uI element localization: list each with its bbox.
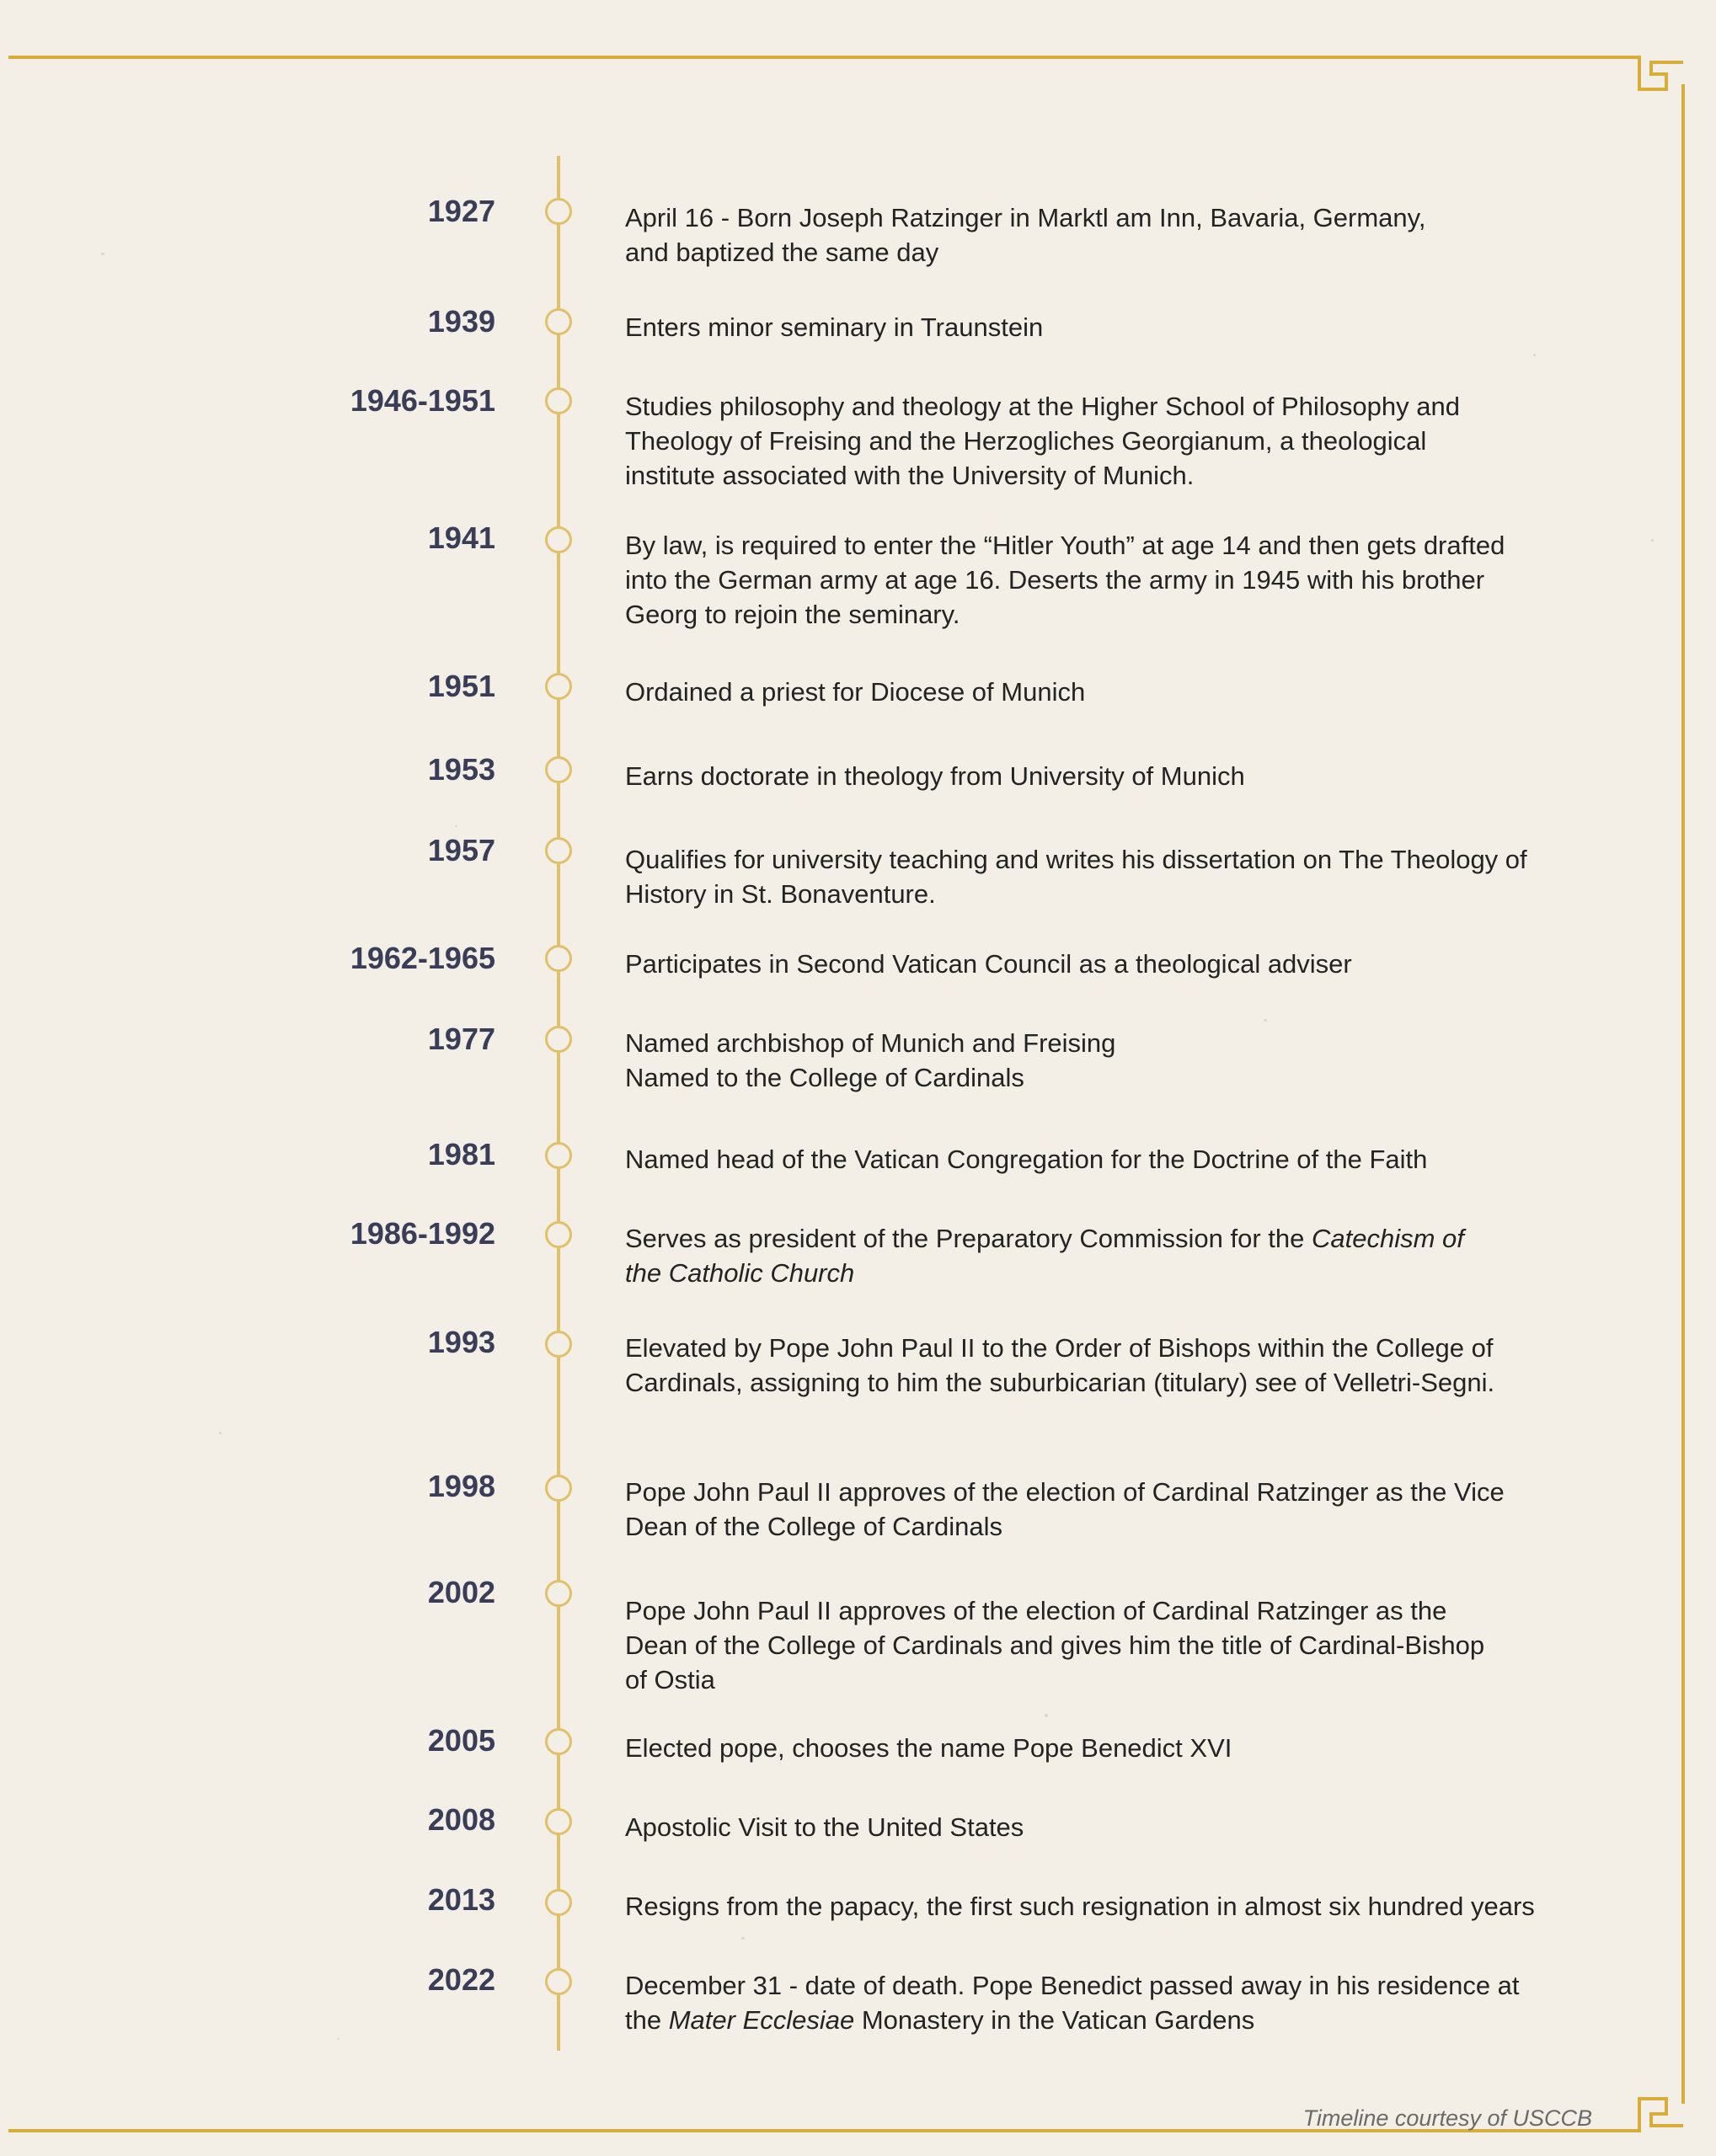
- timeline-year: 2008: [427, 1802, 495, 1837]
- timeline-year: 1953: [427, 752, 495, 787]
- timeline-node: [545, 526, 572, 553]
- timeline-year: 1927: [427, 194, 495, 228]
- description-line: Resigns from the papacy, the first such resignation in almost six hundred years: [625, 1892, 1535, 1921]
- timeline-node: [545, 837, 572, 864]
- italic-title: Catechism of: [1311, 1224, 1464, 1253]
- description-line: Participates in Second Vatican Council as a theological adviser: [625, 949, 1352, 979]
- description-line: Named to the College of Cardinals: [625, 1063, 1024, 1092]
- timeline-year: 1977: [427, 1022, 495, 1056]
- frame-top-border: [8, 56, 1641, 59]
- timeline-node: [545, 945, 572, 972]
- description-line: By law, is required to enter the “Hitler Youth” at age 14 and then gets drafted: [625, 531, 1505, 560]
- description-line: Pope John Paul II approves of the election of Cardinal Ratzinger as the Vice: [625, 1477, 1505, 1507]
- description-line: Apostolic Visit to the United States: [625, 1812, 1024, 1842]
- timeline-description: [625, 1968, 1594, 2037]
- timeline-year: 1957: [427, 833, 495, 867]
- description-text: Serves as president of the Preparatory Commission for the: [625, 1224, 1312, 1253]
- description-line: Pope John Paul II approves of the election of Cardinal Ratzinger as the: [625, 1596, 1447, 1625]
- description-line: Earns doctorate in theology from University of Munich: [625, 761, 1245, 791]
- timeline-node: [545, 387, 572, 414]
- timeline-year: 1946-1951: [350, 383, 495, 418]
- timeline-node: [545, 1026, 572, 1053]
- timeline-node: [545, 308, 572, 335]
- timeline-year: 1951: [427, 669, 495, 703]
- italic-title: the Catholic Church: [625, 1258, 855, 1288]
- frame-corner-ornament-top: [1633, 56, 1688, 111]
- description-line: Elevated by Pope John Paul II to the Order of Bishops within the College of: [625, 1333, 1494, 1363]
- description-text: the: [625, 2005, 669, 2035]
- timeline-description: [625, 947, 1594, 981]
- timeline-node: [545, 1331, 572, 1358]
- timeline-node: [545, 1968, 572, 1995]
- timeline-year: 1993: [427, 1325, 495, 1359]
- timeline-node: [545, 756, 572, 783]
- timeline-description: [625, 675, 1594, 709]
- description-line: Elected pope, chooses the name Pope Benedict XVI: [625, 1733, 1232, 1763]
- description-line: April 16 - Born Joseph Ratzinger in Marktl am Inn, Bavaria, Germany,: [625, 203, 1426, 232]
- timeline-node: [545, 198, 572, 225]
- timeline-description: [625, 1142, 1594, 1177]
- description-line: Cardinals, assigning to him the suburbicarian (titulary) see of Velletri-Segni.: [625, 1368, 1495, 1397]
- description-line: [625, 1221, 1594, 1256]
- timeline-description: [625, 1889, 1594, 1924]
- frame-right-border: [1681, 84, 1685, 2104]
- description-line: December 31 - date of death. Pope Benedict passed away in his residence at: [625, 1971, 1520, 2000]
- italic-title: Mater Ecclesiae: [668, 2005, 855, 2035]
- timeline-node: [545, 1221, 572, 1248]
- description-line: [625, 1256, 1594, 1290]
- timeline-node: [545, 1728, 572, 1755]
- timeline-year: 1939: [427, 304, 495, 339]
- timeline-year: 2013: [427, 1882, 495, 1917]
- description-line: History in St. Bonaventure.: [625, 879, 936, 909]
- description-line: institute associated with the University of Munich.: [625, 461, 1195, 490]
- description-line: Dean of the College of Cardinals: [625, 1512, 1003, 1541]
- description-line: Enters minor seminary in Traunstein: [625, 312, 1044, 342]
- timeline-year: 1981: [427, 1137, 495, 1171]
- timeline-year: 2005: [427, 1723, 495, 1758]
- timeline-year: 1962-1965: [350, 941, 495, 975]
- timeline-node: [545, 1142, 572, 1169]
- timeline-description: [625, 389, 1594, 493]
- timeline-description: [625, 1593, 1594, 1697]
- timeline-description: [625, 528, 1594, 632]
- description-text: Monastery in the Vatican Gardens: [854, 2005, 1255, 2035]
- timeline-description: [625, 842, 1594, 911]
- timeline-year: 2002: [427, 1575, 495, 1609]
- description-line: into the German army at age 16. Deserts the army in 1945 with his brother: [625, 565, 1485, 595]
- description-line: and baptized the same day: [625, 237, 939, 267]
- timeline-node: [545, 1475, 572, 1502]
- timeline-description: [625, 759, 1594, 793]
- description-line: [625, 2003, 1594, 2037]
- description-line: Studies philosophy and theology at the Higher School of Philosophy and: [625, 392, 1460, 421]
- timeline-description: [625, 1810, 1594, 1844]
- description-line: Ordained a priest for Diocese of Munich: [625, 677, 1086, 707]
- description-line: Named head of the Vatican Congregation for the Doctrine of the Faith: [625, 1145, 1428, 1174]
- timeline-year: 1986-1992: [350, 1216, 495, 1251]
- description-line: Georg to rejoin the seminary.: [625, 600, 960, 629]
- description-line: Qualifies for university teaching and writes his dissertation on The Theology of: [625, 845, 1527, 874]
- timeline-node: [545, 1889, 572, 1916]
- timeline-description: [625, 1475, 1594, 1544]
- timeline-spine: [557, 156, 560, 2051]
- timeline-year: 2022: [427, 1962, 495, 1997]
- timeline-node: [545, 673, 572, 700]
- timeline-description: [625, 310, 1594, 344]
- description-line: Named archbishop of Munich and Freising: [625, 1028, 1116, 1058]
- timeline-description: [625, 1731, 1594, 1765]
- timeline-description: [625, 1331, 1594, 1400]
- description-line: of Ostia: [625, 1665, 715, 1694]
- timeline-node: [545, 1808, 572, 1835]
- timeline-description: [625, 1026, 1594, 1095]
- frame-corner-ornament-bottom: [1633, 2077, 1688, 2132]
- timeline-year: 1941: [427, 520, 495, 555]
- timeline-credit: Timeline courtesy of USCCB: [1302, 2105, 1592, 2131]
- timeline-node: [545, 1580, 572, 1607]
- description-line: Theology of Freising and the Herzogliches Georgianum, a theological: [625, 426, 1427, 456]
- timeline-description: [625, 1221, 1594, 1290]
- timeline-year: 1998: [427, 1469, 495, 1503]
- timeline-description: [625, 200, 1594, 270]
- description-line: Dean of the College of Cardinals and gives him the title of Cardinal-Bishop: [625, 1630, 1485, 1660]
